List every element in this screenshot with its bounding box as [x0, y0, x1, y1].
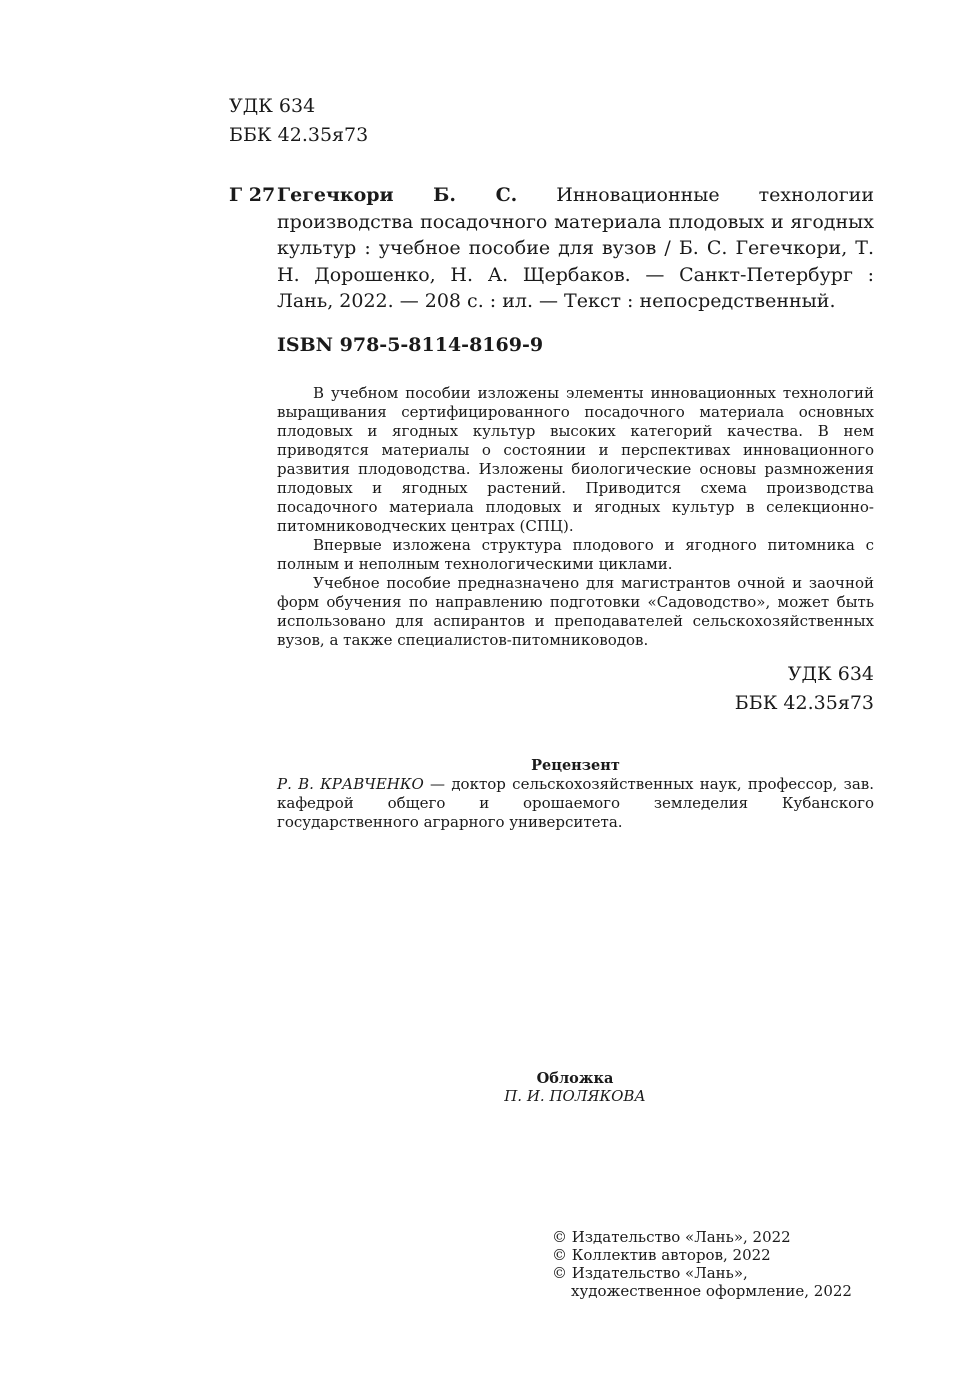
reviewer-heading: Рецензент	[531, 757, 620, 774]
header-bbk-code: ББК 42.35я73	[229, 124, 369, 146]
copyright-design-publisher: © Издательство «Лань»,	[552, 1264, 748, 1282]
catalog-index: Г 27	[229, 184, 276, 206]
reviewer-name: Р. В. КРАВЧЕНКО	[277, 775, 424, 793]
citation-text: Инновационные технологии производства посадочного материала плодовых и ягодных культур : учебное пособие для вузов / Б. С. Гегечкори, Т. Н. Дорошенко, Н. А. Щербаков. — Санкт-Петербург : Лань, 2022. — 208 с. : ил. — Текст : непосредственный.	[277, 184, 875, 312]
footer-classification-codes	[600, 660, 874, 718]
reviewer-info	[277, 775, 874, 832]
cover-heading: Обложка	[536, 1070, 614, 1087]
citation-author: Гегечкори Б. С.	[277, 184, 518, 206]
bibliographic-citation	[277, 182, 874, 315]
footer-bbk-code: ББК 42.35я73	[734, 692, 874, 714]
copyright-design-note: художественное оформление, 2022	[571, 1282, 852, 1300]
footer-udk-code: УДК 634	[787, 663, 874, 685]
header-udk-code: УДК 634	[229, 95, 316, 117]
copyright-block	[552, 1228, 852, 1300]
annotation-paragraph-3: Учебное пособие предназначено для магистрантов очной и заочной форм обучения по направлению подготовки «Садоводство», может быть использовано для аспирантов и преподавателей сельскохозяйственных вузов, а также специалистов-питомниководов.	[277, 574, 874, 649]
isbn-number: ISBN 978-5-8114-8169-9	[277, 334, 544, 356]
cover-designer-name: П. И. ПОЛЯКОВА	[504, 1087, 646, 1105]
annotation-paragraph-1: В учебном пособии изложены элементы инновационных технологий выращивания сертифицированного посадочного материала основных плодовых и ягодных культур высоких категорий качества. В нем приводятся материалы о состоянии и перспективах инновационного развития плодоводства. Изложены биологические основы размножения плодовых и ягодных растений. Приводится схема производства посадочного материала плодовых и ягодных культур в селекционно-питомниководческих центрах (СПЦ).	[277, 384, 874, 535]
copyright-publisher: © Издательство «Лань», 2022	[552, 1228, 791, 1246]
header-classification-codes	[229, 92, 368, 150]
annotation-paragraph-2: Впервые изложена структура плодового и ягодного питомника с полным и неполным технологическими циклами.	[277, 536, 874, 573]
copyright-authors: © Коллектив авторов, 2022	[552, 1246, 771, 1264]
annotation	[277, 384, 874, 650]
reviewer-description: — доктор сельскохозяйственных наук, профессор, зав. кафедрой общего и орошаемого земледелия Кубанского государственного аграрного университета.	[277, 775, 874, 831]
